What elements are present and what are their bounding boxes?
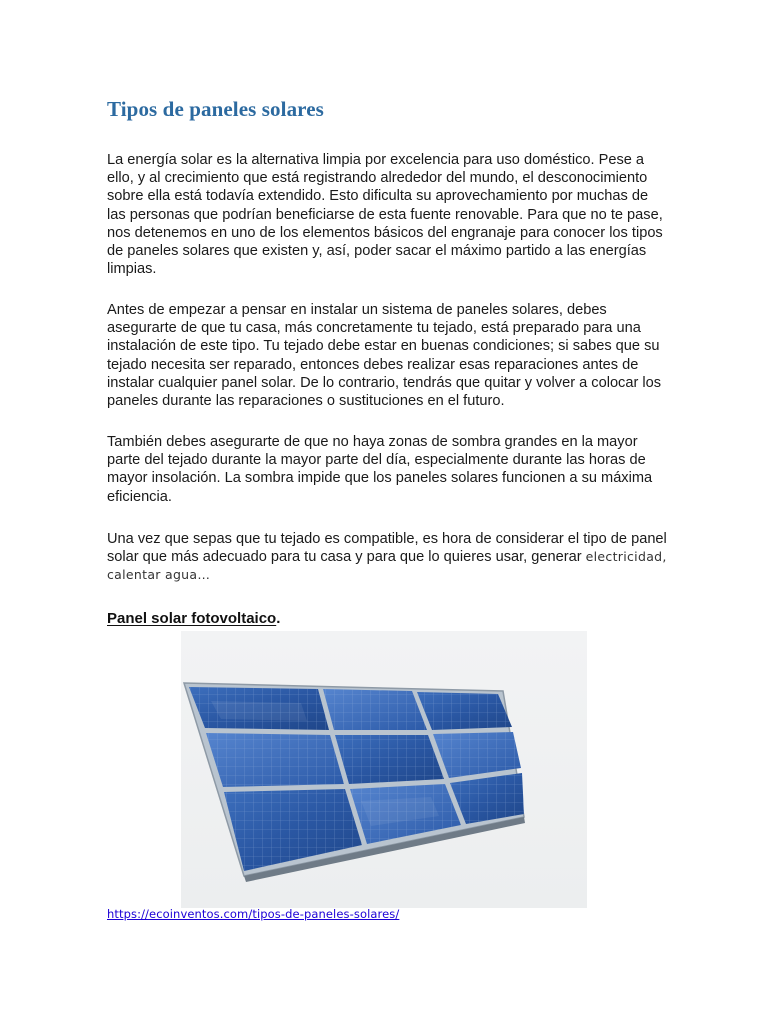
section-heading xyxy=(107,610,280,627)
paragraph-panel-type xyxy=(107,530,667,585)
paragraph-roof-preparation: Antes de empezar a pensar en instalar un sistema de paneles solares, debes asegurarte de que tu casa, más concretamente tu tejado, está preparado para una instalación de este tipo. Tu tejado debe estar en buenas condiciones; si sabes que su tejado necesita ser reparado, entonces debes realizar esas reparaciones antes de instalar cualquier panel solar. De lo contrario, tendrás que quitar y volver a colocar los paneles durante las reparaciones o sustituciones en el futuro. xyxy=(107,302,662,410)
page-title: Tipos de paneles solares xyxy=(107,97,324,121)
paragraph-intro: La energía solar es la alternativa limpia por excelencia para uso doméstico. Pese a ello, y al crecimiento que está registrando alrededor del mundo, el desconocimiento sobre ella está todavía extendido. Esto dificulta su aprovechamiento por muchas de las personas que podrían beneficiarse de esta fuente renovable. Para que no te pase, nos detenemos en uno de los elementos básicos del engranaje para conocer los tipos de paneles solares que existen y, así, poder sacar el máximo partido a las energías limpias. xyxy=(107,152,663,278)
paragraph-panel-type-tail: electricidad, calentar agua… xyxy=(107,549,667,583)
section-heading-text: Panel solar fotovoltaico xyxy=(107,610,277,627)
paragraph-panel-type-main: Una vez que sepas que tu tejado es compatible, es hora de considerar el tipo de panel solar que más adecuado para tu casa y para que lo quieres usar, generar xyxy=(107,531,667,566)
paragraph-shade: También debes asegurarte de que no haya zonas de sombra grandes en la mayor parte del tejado durante la mayor parte del día, especialmente durante las horas de mayor insolación. La sombra impide que los paneles solares funcionen a su máxima eficiencia. xyxy=(107,434,653,505)
solar-panel-illustration xyxy=(181,631,587,908)
source-link[interactable]: https://ecoinventos.com/tipos-de-paneles-solares/ xyxy=(107,907,400,921)
solar-panel-image xyxy=(181,631,587,908)
section-heading-period: . xyxy=(276,610,281,627)
